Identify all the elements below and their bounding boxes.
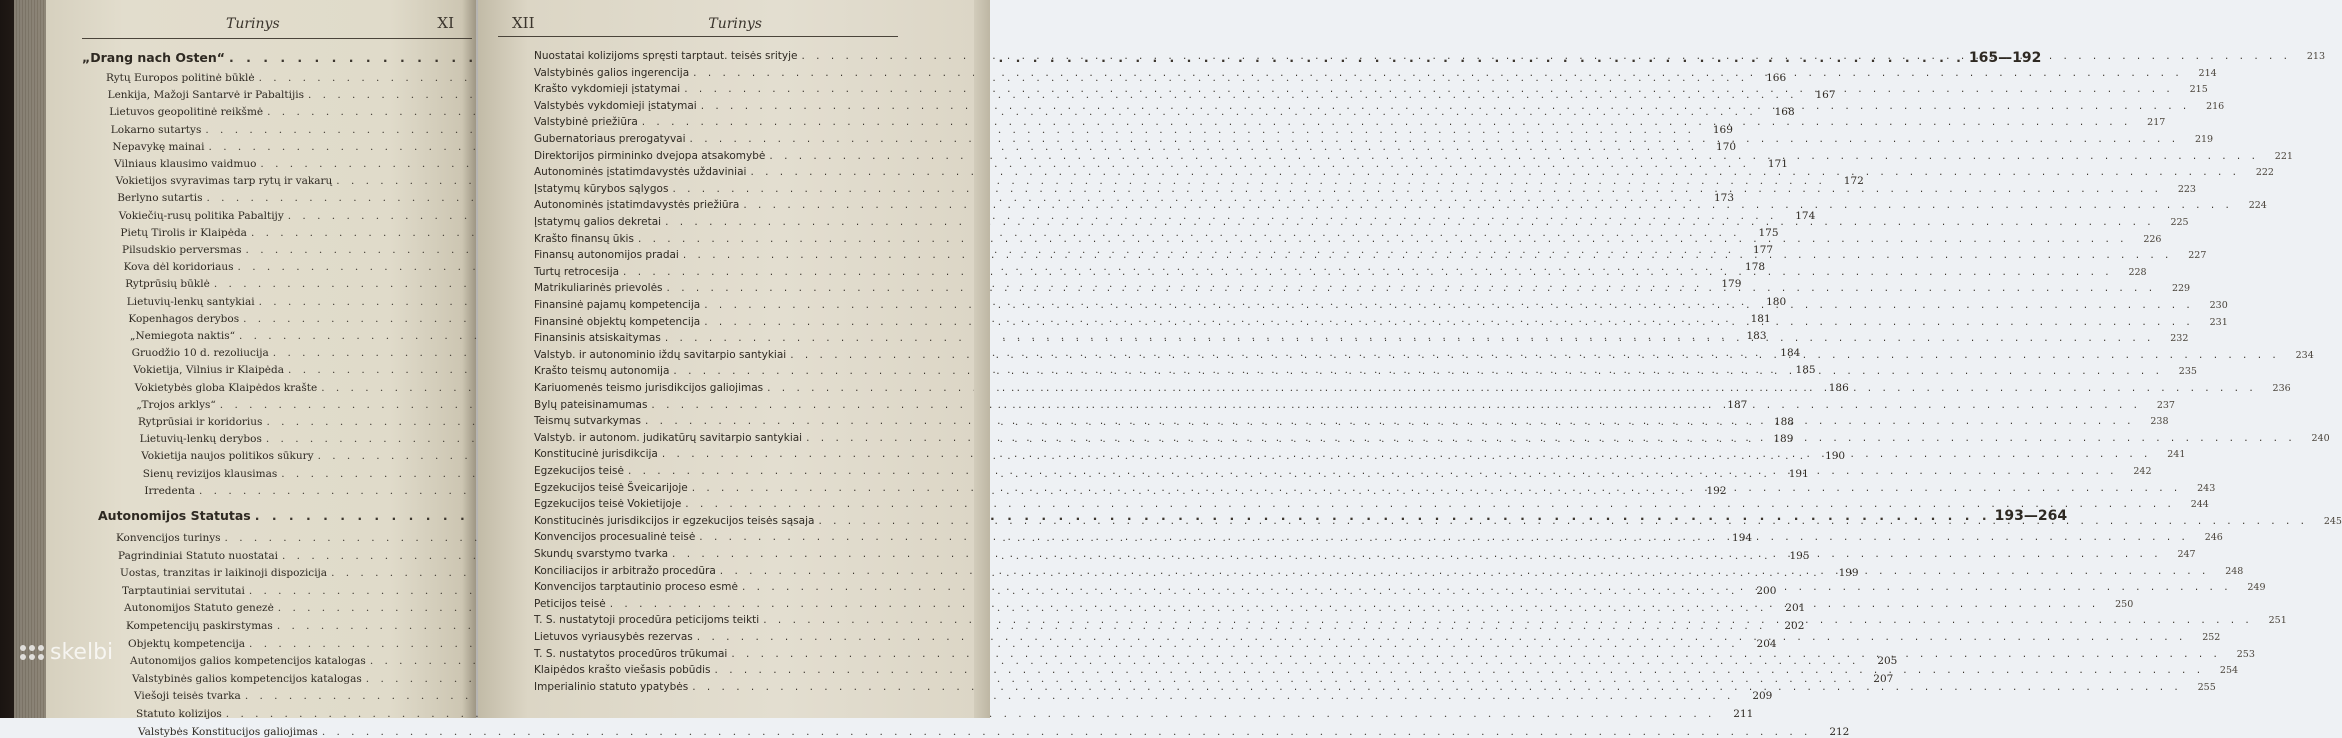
dot-leader [690,133,2180,145]
toc-entry-page-number: 231 [2209,316,2228,328]
dot-leader [806,432,2296,444]
toc-entry-label: Objektų kompetencija [128,637,246,650]
toc-entry-page-number: 249 [2247,582,2266,594]
toc-entry-label: Kova dėl koridoriaus [123,261,234,274]
dot-leader [790,349,2280,361]
toc-entry-page-number: 237 [2156,399,2175,411]
toc-entry-page-number: 252 [2202,632,2221,643]
toc-entry-label: Valstybinė priežiūra [534,116,638,129]
toc-entry-label: Finansinė pajamų kompetencija [534,299,701,311]
dot-leader [651,399,2141,411]
toc-entry-page-number: 183 [1746,330,1767,342]
toc-entry [534,498,2209,511]
toc-entry-label: Vokietija, Vilnius ir Klaipėda [133,364,285,377]
toc-entry-label: Valstybinės galios ingerencija [534,66,690,79]
toc-entry-label: Kopenhagos derybos [128,312,240,325]
dot-leader [638,233,2128,245]
toc-entry-page-number: 242 [2133,466,2152,477]
toc-entry [534,199,2267,212]
dot-leader [645,415,2135,427]
right-header-rule [498,36,898,37]
toc-entry-page-number: 178 [1745,261,1766,274]
toc-entry [114,158,1788,170]
toc-entry-label: Skundų svarstymo tvarka [534,548,669,560]
toc-entry-page-number: 194 [1732,532,1753,544]
toc-entry-page-number: 199 [1838,567,1859,580]
toc-entry-label: Konciliacijos ir arbitražo procedūra [534,564,716,577]
toc-entry-page-number: 181 [1750,312,1771,325]
toc-entry [534,149,2293,162]
toc-entry-page-number: 222 [2255,167,2274,179]
toc-entry-page-number: 245 [2323,515,2342,527]
toc-entry-label: Įstatymų galios dekretai [534,216,662,228]
toc-entry-label: Turtų retrocesija [534,265,620,278]
toc-entry-label: Valstybinės galios kompetencijos katalogas [132,672,362,685]
dot-leader [704,316,2194,328]
toc-entry-label: Lietuvių-lenkų derybos [139,433,262,446]
toc-entry-label: Imperialinio statuto ypatybės [534,680,689,693]
toc-entry-page-number: 219 [2194,134,2214,145]
toc-entry-page-number: 170 [1716,140,1737,153]
toc-entry-label: Viešoji teisės tvarka [134,690,241,703]
toc-entry-label: Berlyno sutartis [117,192,203,205]
toc-entry [534,133,2214,145]
toc-entry-page-number: 195 [1789,549,1810,562]
toc-entry-page-number: 175 [1758,226,1779,239]
toc-entry-label: Statuto kolizijos [136,708,222,720]
toc-entry [132,672,1894,685]
toc-entry-page-number: 213 [2306,51,2326,62]
toc-entry-label: Kariuomenės teismo jurisdikcijos galiojimas [534,382,764,394]
toc-entry-label: Vokiečių-rusų politika Pabaltijy [118,209,284,222]
toc-entry-label: Nepavykę mainai [112,140,205,153]
toc-entry-page-number: 230 [2209,300,2228,311]
toc-entry-page-number: 204 [1756,637,1777,650]
toc-entry [117,192,1735,205]
toc-entry [110,123,1733,136]
toc-entry-page-number: 201 [1785,602,1806,615]
toc-entry-label: Matrikuliarinės prievolės [534,282,663,295]
dot-leader [692,681,2182,693]
toc-entry-label: Pietų Tirolis ir Klaipėda [120,226,247,239]
toc-entry-page-number: 189 [1773,433,1794,446]
dot-leader [743,199,2233,211]
section-heading-page-number: 193—264 [1994,508,2068,524]
dot-leader [731,648,2221,660]
toc-entry [534,216,2189,228]
toc-entry-label: Konstitucinė jurisdikcija [534,448,658,461]
left-header-rule [82,38,472,39]
toc-entry-page-number: 229 [2171,283,2191,295]
toc-entry-page-number: 180 [1766,295,1787,308]
toc-entry-label: Įstatymų kūrybos sąlygos [534,182,669,195]
dot-leader [769,150,2259,162]
toc-entry-label: Lietuvių-lenkų santykiai [126,295,255,308]
toc-entry-label: T. S. nustatytoji procedūra peticijoms teikti [534,614,760,627]
toc-entry-page-number: 177 [1753,244,1774,256]
toc-entry-label: Autonomijos galios kompetencijos katalogas [130,655,366,668]
toc-entry-page-number: 248 [2225,565,2244,577]
toc-entry [136,708,1754,720]
toc-entry-label: Rytprūsių būklė [125,278,210,291]
toc-entry-page-number: 179 [1721,278,1742,291]
toc-entry-page-number: 228 [2128,266,2147,278]
toc-entry-page-number: 254 [2219,665,2239,677]
toc-entry [112,140,1737,153]
toc-entry-page-number: 244 [2190,499,2209,511]
toc-entry-page-number: 174 [1795,209,1816,222]
toc-entry-label: Krašto teismų autonomija [534,365,670,378]
toc-entry [534,631,2221,643]
toc-entry-page-number: 226 [2143,233,2162,245]
toc-entry-label: Autonominės įstatimdavystės uždaviniai [534,166,747,179]
toc-entry-label: T. S. nustatytos procedūros trūkumai [534,647,728,660]
toc-entry-page-number: 217 [2147,117,2166,129]
toc-entry-page-number: 169 [1712,123,1733,136]
dot-leader [672,183,2162,195]
toc-entry-label: Finansų autonomijos pradai [534,249,679,262]
section-heading-label: Autonomijos Statutas [98,508,251,523]
toc-entry-label: Valstyb. ir autonom. judikatūrų savitarpio santykiai [534,431,803,444]
toc-entry-label: Rytprūsiai ir koridorius [138,416,263,428]
toc-entry-page-number: 187 [1727,398,1748,411]
dot-leader [818,515,2308,527]
toc-entry-label: Egzekucijos teisė Vokietijoje [534,498,682,511]
toc-entry-label: Konvencijos procesualinė teisė [534,531,696,544]
watermark [20,640,113,665]
dot-leader [767,382,2257,394]
dot-leader [628,465,2118,477]
toc-entry-page-number: 167 [1815,89,1836,102]
toc-entry-page-number: 190 [1825,450,1846,463]
left-header-title: Turinys [226,16,280,32]
toc-entry-page-number: 188 [1773,416,1794,428]
toc-entry-label: Gubernatoriaus prerogatyvai [534,133,686,145]
toc-entry-label: Sienų revizijos klausimas [142,467,278,480]
toc-entry-label: Finansinis atsiskaitymas [534,332,661,345]
dot-leader [720,565,2210,580]
toc-entry-page-number: 184 [1780,347,1801,360]
toc-entry-label: Kompetencijų paskirstymas [126,620,273,632]
right-header-title: Turinys [708,16,762,32]
toc-entry-page-number: 173 [1713,192,1735,205]
dot-leader [692,482,2182,494]
toc-entry-page-number: 236 [2272,383,2291,394]
toc-entry-page-number: 200 [1756,584,1777,597]
toc-entry [534,182,2196,195]
section-heading-page-number: 165—192 [1968,50,2042,66]
toc-entry-label: „Nemiegota naktis“ [130,330,235,342]
toc-entry-page-number: 185 [1795,364,1816,377]
toc-entry-label: Autonominės įstatimdavystės priežiūra [534,199,740,212]
toc-entry-label: Vokietijos svyravimas tarp rytų ir vakarų [115,175,333,188]
dot-leader [742,581,2232,593]
dot-leader [665,216,2155,228]
section-heading-label: „Drang nach Osten“ [82,50,226,65]
toc-entry-label: „Trojos arklys“ [136,398,216,411]
right-page-header [512,14,762,32]
toc-entry [534,99,2225,112]
toc-entry [115,175,1864,188]
dot-leader [684,83,2174,95]
toc-entry-label: Pilsudskio perversmas [122,244,242,256]
toc-entry-page-number: 216 [2206,100,2225,112]
toc-entry-page-number: 232 [2170,333,2189,345]
toc-entry-label: Tarptautiniai servitutai [122,584,245,597]
toc-entry-page-number: 238 [2150,416,2169,428]
dot-leader [683,249,2173,261]
toc-entry-label: Teismų sutvarkymas [534,415,641,428]
toc-entry-label: Peticijos teisė [534,597,606,610]
toc-entry-page-number: 171 [1767,158,1788,170]
toc-entry-label: Konstitucinės jurisdikcijos ir egzekucijos teisės sąsaja [534,514,815,527]
watermark-text: skelbi [50,640,114,665]
toc-entry-label: Valstybės vykdomieji įstatymai [534,99,697,112]
dot-leader [693,67,2183,79]
toc-entry-label: Gruodžio 10 d. rezoliucija [131,347,269,360]
dot-leader [685,498,2175,510]
toc-entry-page-number: 223 [2177,183,2196,195]
dot-leader [672,548,2162,560]
toc-entry-label: Finansinė objektų kompetencija [534,315,701,328]
toc-entry-label: Direktorijos pirmininko dvejopa atsakomybė [534,149,766,162]
toc-entry-label: Lietuvos geopolitinė reikšmė [109,106,264,119]
toc-entry-page-number: 172 [1843,175,1864,188]
watermark-logo-icon [20,645,44,660]
toc-entry-page-number: 255 [2197,681,2216,693]
toc-entry-page-number: 243 [2197,482,2216,494]
toc-entry-page-number: 192 [1706,484,1727,497]
toc-entry-label: Konvencijos turinys [116,532,221,544]
toc-entry-label: Rytų Europos politinė būklė [106,72,255,84]
toc-entry-label: Egzekucijos teisė [534,465,624,477]
toc-entry-page-number: 241 [2167,449,2186,461]
toc-entry-label: Valstybės Konstitucijos galiojimas [138,725,318,738]
toc-entry-page-number: 221 [2274,150,2293,162]
toc-entry-page-number: 234 [2295,349,2314,361]
toc-entry-label: Konvencijos tarptautinio proceso esmė [534,581,738,594]
right-header-number: XII [512,14,535,32]
toc-entry-page-number: 246 [2204,532,2223,544]
dot-leader [699,531,2189,543]
toc-entry-page-number: 166 [1766,72,1787,84]
dot-leader [623,266,2113,278]
left-header-number: XI [437,14,454,32]
toc-entry-label: Pagrindiniai Statuto nuostatai [118,549,278,562]
toc-entry [134,690,1773,703]
toc-entry-page-number: 247 [2177,549,2196,560]
toc-entry-label: Lokarno sutartys [110,123,202,136]
dot-leader [322,726,1812,738]
dot-leader [701,100,2191,112]
dot-leader [610,598,2100,610]
dot-leader [662,448,2152,463]
toc-entry-page-number: 212 [1829,725,1850,738]
dot-leader [642,116,2132,128]
toc-entry-page-number: 227 [2188,250,2207,262]
toc-entry [534,166,2274,179]
toc-entry-page-number: 186 [1828,381,1849,394]
dot-leader [704,299,2194,311]
toc-entry-page-number: 207 [1873,672,1894,685]
toc-entry-page-number: 205 [1877,655,1898,668]
toc-entry-label: Egzekucijos teisė Šveicarijoje [534,481,688,494]
toc-entry-label: Bylų pateisinamumas [534,398,648,411]
dot-leader [697,631,2187,643]
toc-entry-page-number: 209 [1752,690,1773,703]
toc-entry-label: Lietuvos vyriausybės rezervas [534,631,693,643]
toc-entry-label: Vilniaus klausimo vaidmuo [114,158,257,170]
toc-entry [130,655,1898,668]
toc-entry-label: Krašto vykdomieji įstatymai [534,83,681,96]
toc-entry-label: Klaipėdos krašto viešasis pobūdis [534,664,711,677]
toc-entry-label: Lenkija, Mažoji Santarvė ir Pabaltijis [107,89,304,102]
toc-entry-label: Vokietija naujos politikos sūkury [141,450,314,463]
toc-entry [138,725,1850,738]
dot-leader [801,50,2291,62]
toc-entry [534,664,2239,677]
toc-entry [534,116,2166,129]
dot-leader [667,282,2157,294]
toc-entry-label: Nuostatai kolizijoms spręsti tarptaut. teisės srityje [534,50,798,62]
right-page-edge [974,0,990,718]
toc-entry-label: Autonomijos Statuto genezė [124,602,274,615]
dot-leader [673,365,2163,377]
dot-leader [665,332,2155,344]
toc-entry-page-number: 202 [1784,620,1805,632]
toc-entry-page-number: 215 [2189,84,2208,96]
toc-entry-page-number: 251 [2268,615,2287,627]
dot-leader [715,664,2205,676]
toc-entry-page-number: 250 [2115,598,2134,610]
toc-entry-label: Uostas, tranzitas ir laikinoji dispozicija [120,567,328,580]
toc-entry-label: Irredenta [144,484,195,497]
toc-entry-page-number: 225 [2170,217,2189,228]
toc-entry-label: Vokietybės globa Klaipėdos krašte [134,381,318,394]
toc-entry-page-number: 168 [1774,106,1795,119]
toc-entry-page-number: 240 [2311,432,2330,444]
toc-entry [534,647,2255,660]
toc-entry-page-number: 214 [2198,67,2217,79]
toc-entry [109,106,1795,119]
toc-entry-page-number: 235 [2178,366,2197,378]
toc-entry-page-number: 211 [1733,708,1754,720]
toc-entry-page-number: 253 [2236,648,2255,660]
toc-entry-label: Krašto finansų ūkis [534,232,634,245]
toc-entry-page-number: 224 [2248,200,2267,212]
left-page-header [226,14,454,32]
toc-entry-page-number: 191 [1788,467,1809,480]
toc-entry-label: Valstyb. ir autonominio iždų savitarpio santykiai [534,348,787,361]
toc-entry [534,680,2216,693]
